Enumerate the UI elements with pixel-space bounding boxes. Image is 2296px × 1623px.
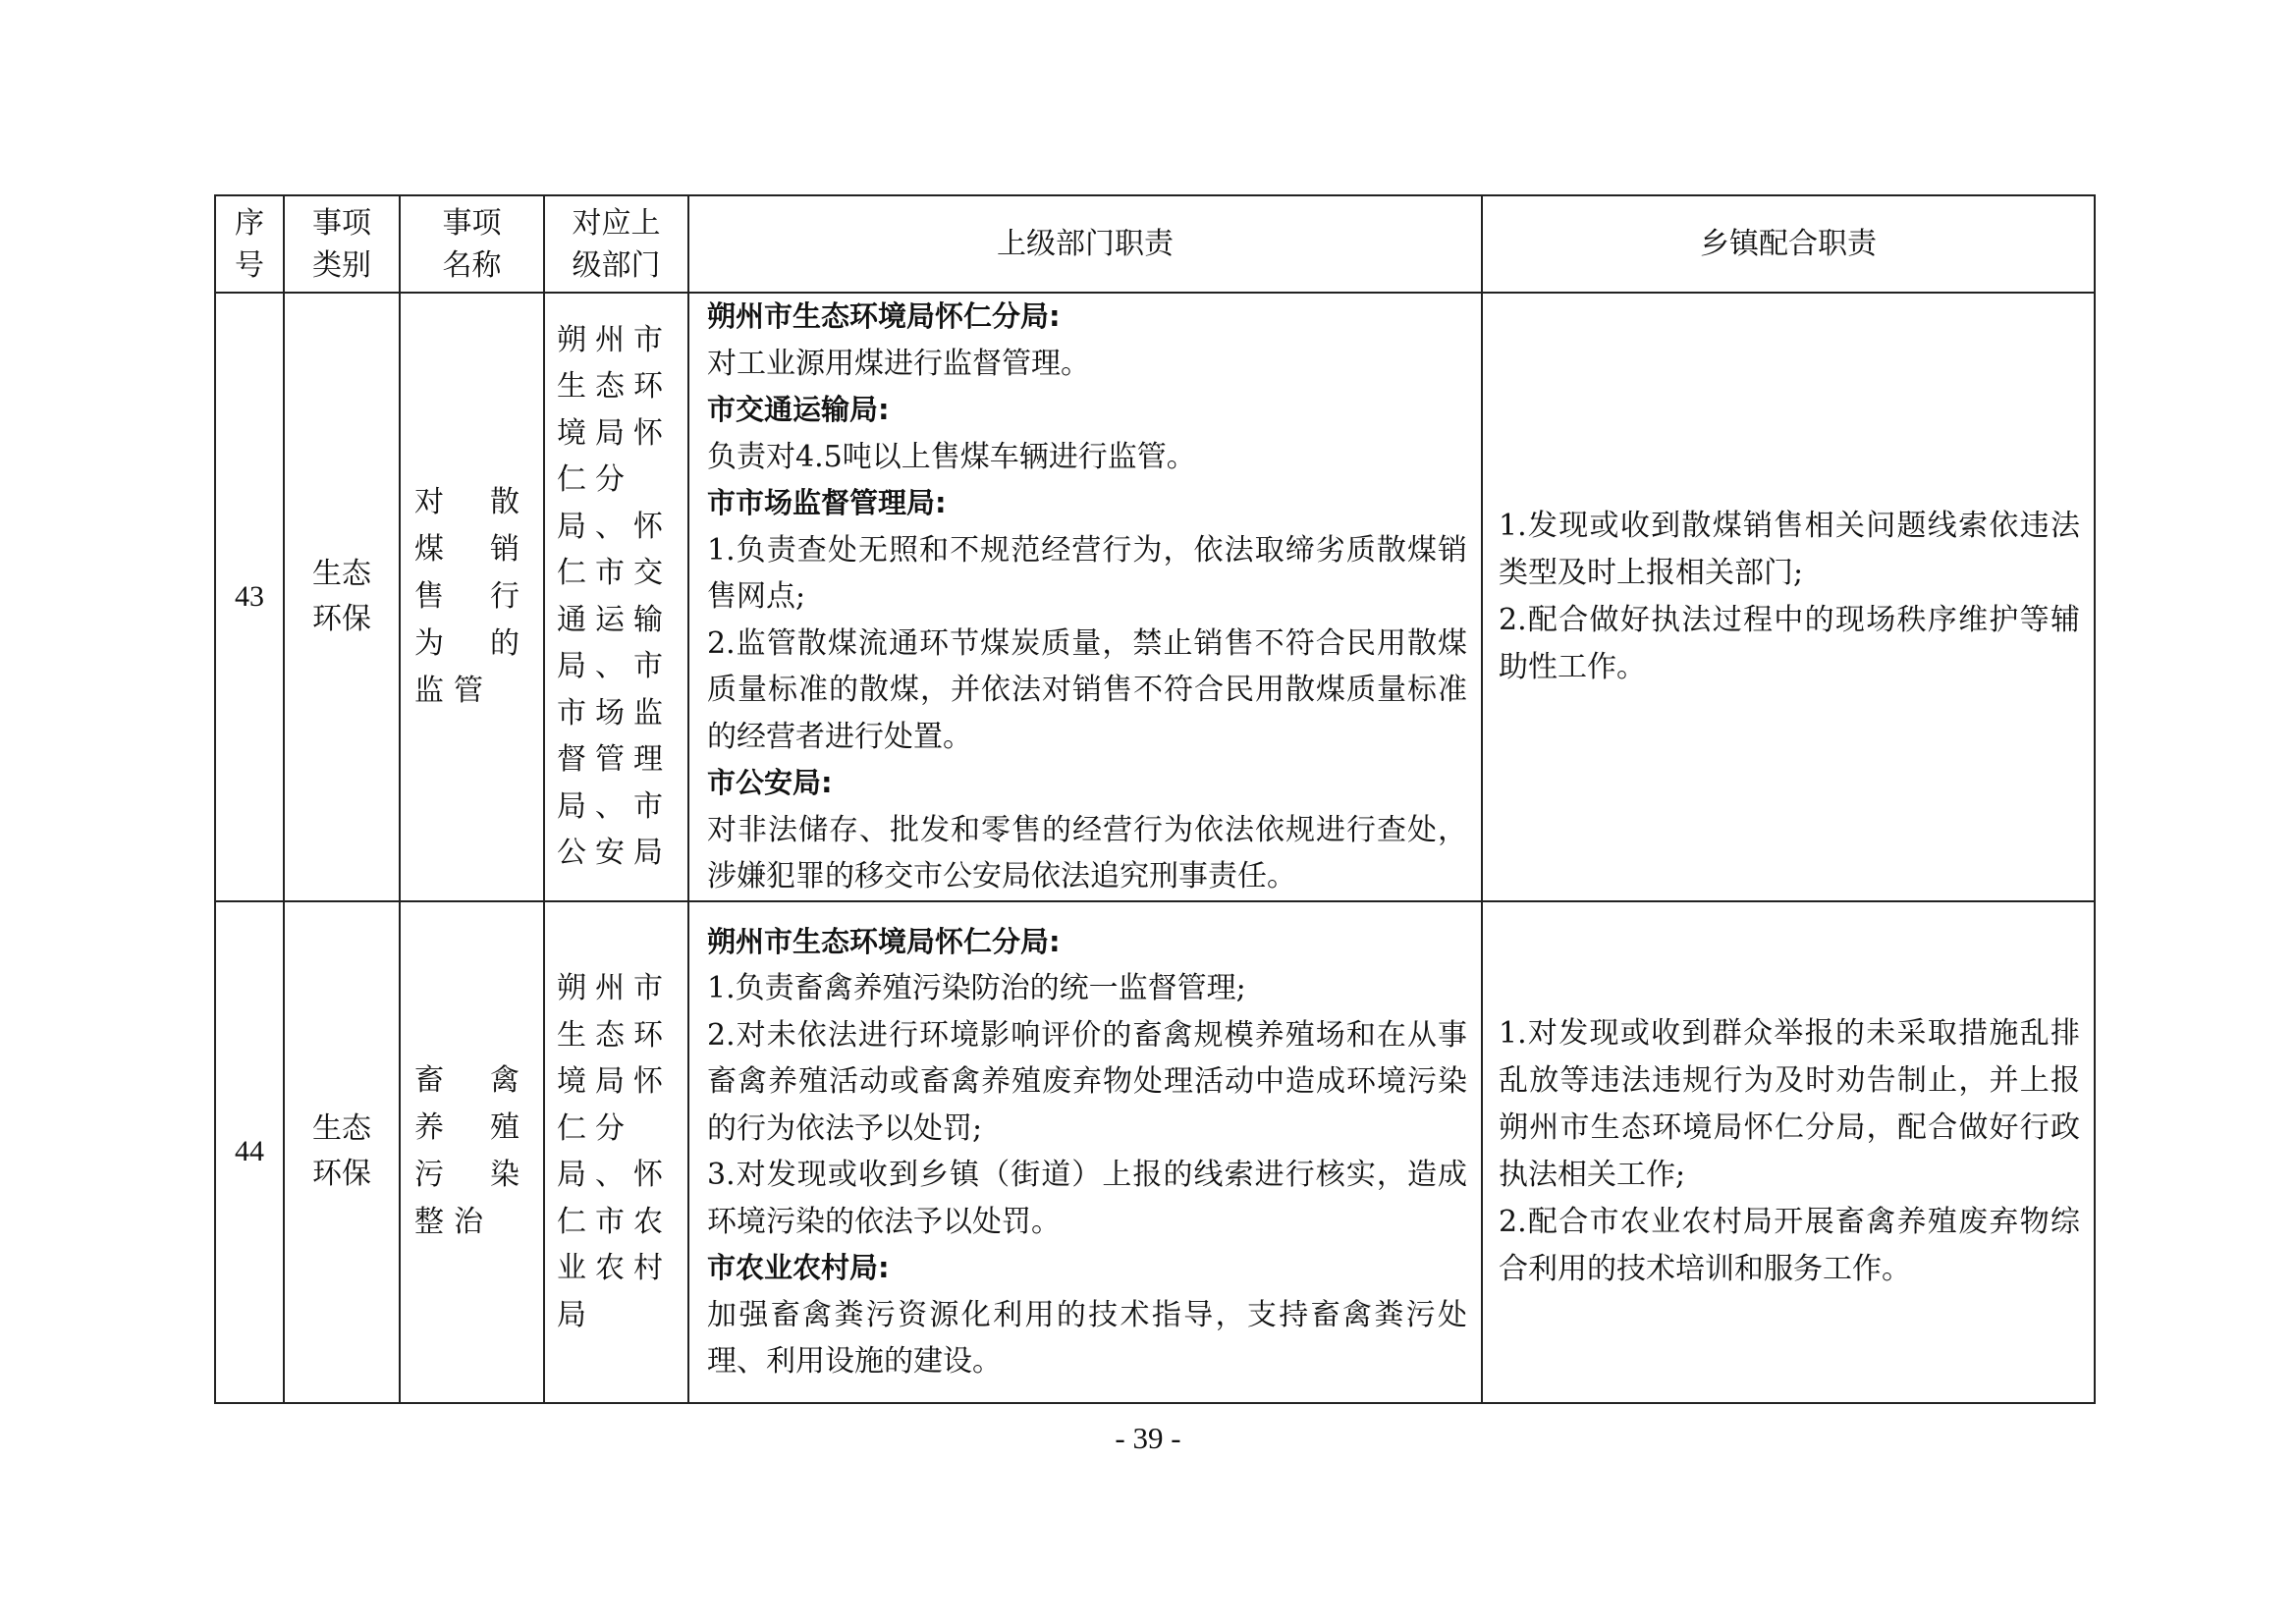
row-seq: 43 xyxy=(215,293,284,901)
header-category: 事项 类别 xyxy=(284,195,400,293)
duty-item: 2.配合做好执法过程中的现场秩序维护等辅助性工作。 xyxy=(1499,602,2080,684)
agency-heading: 市公安局: xyxy=(707,766,833,799)
row-item-name: 畜禽养殖污染整治 xyxy=(400,901,544,1403)
duty-item: 2.配合市农业农村局开展畜禽养殖废弃物综合利用的技术培训和服务工作。 xyxy=(1499,1205,2080,1286)
duty-item: 2.对未依法进行环境影响评价的畜禽规模养殖场和在从事畜禽养殖活动或畜禽养殖废弃物处理活动中造成环境污染的行为依法予以处罚; xyxy=(707,1017,1467,1146)
duty-item: 1.负责查处无照和不规范经营行为，依法取缔劣质散煤销售网点; xyxy=(707,532,1467,614)
table-row xyxy=(215,901,2095,1403)
agency-heading: 朔州市生态环境局怀仁分局: xyxy=(707,924,1061,958)
row-item-name: 对散煤销售行为的监管 xyxy=(400,293,544,901)
row-department: 朔州市生态环境局怀仁分局、怀仁市农业农村局 xyxy=(544,901,688,1403)
duty-item: 负责对4.5吨以上售煤车辆进行监管。 xyxy=(707,439,1196,474)
row-category: 生态 环保 xyxy=(284,293,400,901)
row-department: 朔州市生态环境局怀仁分局、怀仁市交通运输局、市市场监督管理局、市公安局 xyxy=(544,293,688,901)
table-header-row xyxy=(215,195,2095,293)
duty-item: 加强畜禽粪污资源化利用的技术指导，支持畜禽粪污处理、利用设施的建设。 xyxy=(707,1297,1467,1379)
agency-heading: 市交通运输局: xyxy=(707,393,890,426)
row-seq: 44 xyxy=(215,901,284,1403)
agency-heading: 朔州市生态环境局怀仁分局: xyxy=(707,299,1061,333)
header-dept: 对应上 级部门 xyxy=(544,195,688,293)
table-row xyxy=(215,293,2095,901)
header-seq: 序 号 xyxy=(215,195,284,293)
row-upper-duty xyxy=(688,293,1482,901)
agency-heading: 市农业农村局: xyxy=(707,1251,890,1284)
duty-item: 1.负责畜禽养殖污染防治的统一监督管理; xyxy=(707,971,1246,1005)
row-upper-duty xyxy=(688,901,1482,1403)
row-township-duty xyxy=(1482,901,2095,1403)
row-category: 生态 环保 xyxy=(284,901,400,1403)
duty-item: 1.发现或收到散煤销售相关问题线索依违法类型及时上报相关部门; xyxy=(1499,508,2080,590)
duty-item: 3.对发现或收到乡镇（街道）上报的线索进行核实，造成环境污染的依法予以处罚。 xyxy=(707,1158,1467,1239)
agency-heading: 市市场监督管理局: xyxy=(707,486,947,519)
header-upper-duty: 上级部门职责 xyxy=(688,195,1482,293)
header-name: 事项 名称 xyxy=(400,195,544,293)
row-township-duty xyxy=(1482,293,2095,901)
duty-item: 1.对发现或收到群众举报的未采取措施乱排乱放等违法违规行为及时劝告制止，并上报朔州市生态环境局怀仁分局，配合做好行政执法相关工作; xyxy=(1499,1016,2080,1192)
duty-table xyxy=(214,194,2096,1404)
duty-item: 2.监管散煤流通环节煤炭质量，禁止销售不符合民用散煤质量标准的散煤，并依法对销售不符合民用散煤质量标准的经营者进行处置。 xyxy=(707,625,1467,754)
duty-item: 对工业源用煤进行监督管理。 xyxy=(707,346,1090,381)
header-township-duty: 乡镇配合职责 xyxy=(1482,195,2095,293)
page-number: - 39 - xyxy=(1115,1421,1181,1455)
duty-item: 对非法储存、批发和零售的经营行为依法依规进行查处，涉嫌犯罪的移交市公安局依法追究刑事责任。 xyxy=(707,812,1467,893)
